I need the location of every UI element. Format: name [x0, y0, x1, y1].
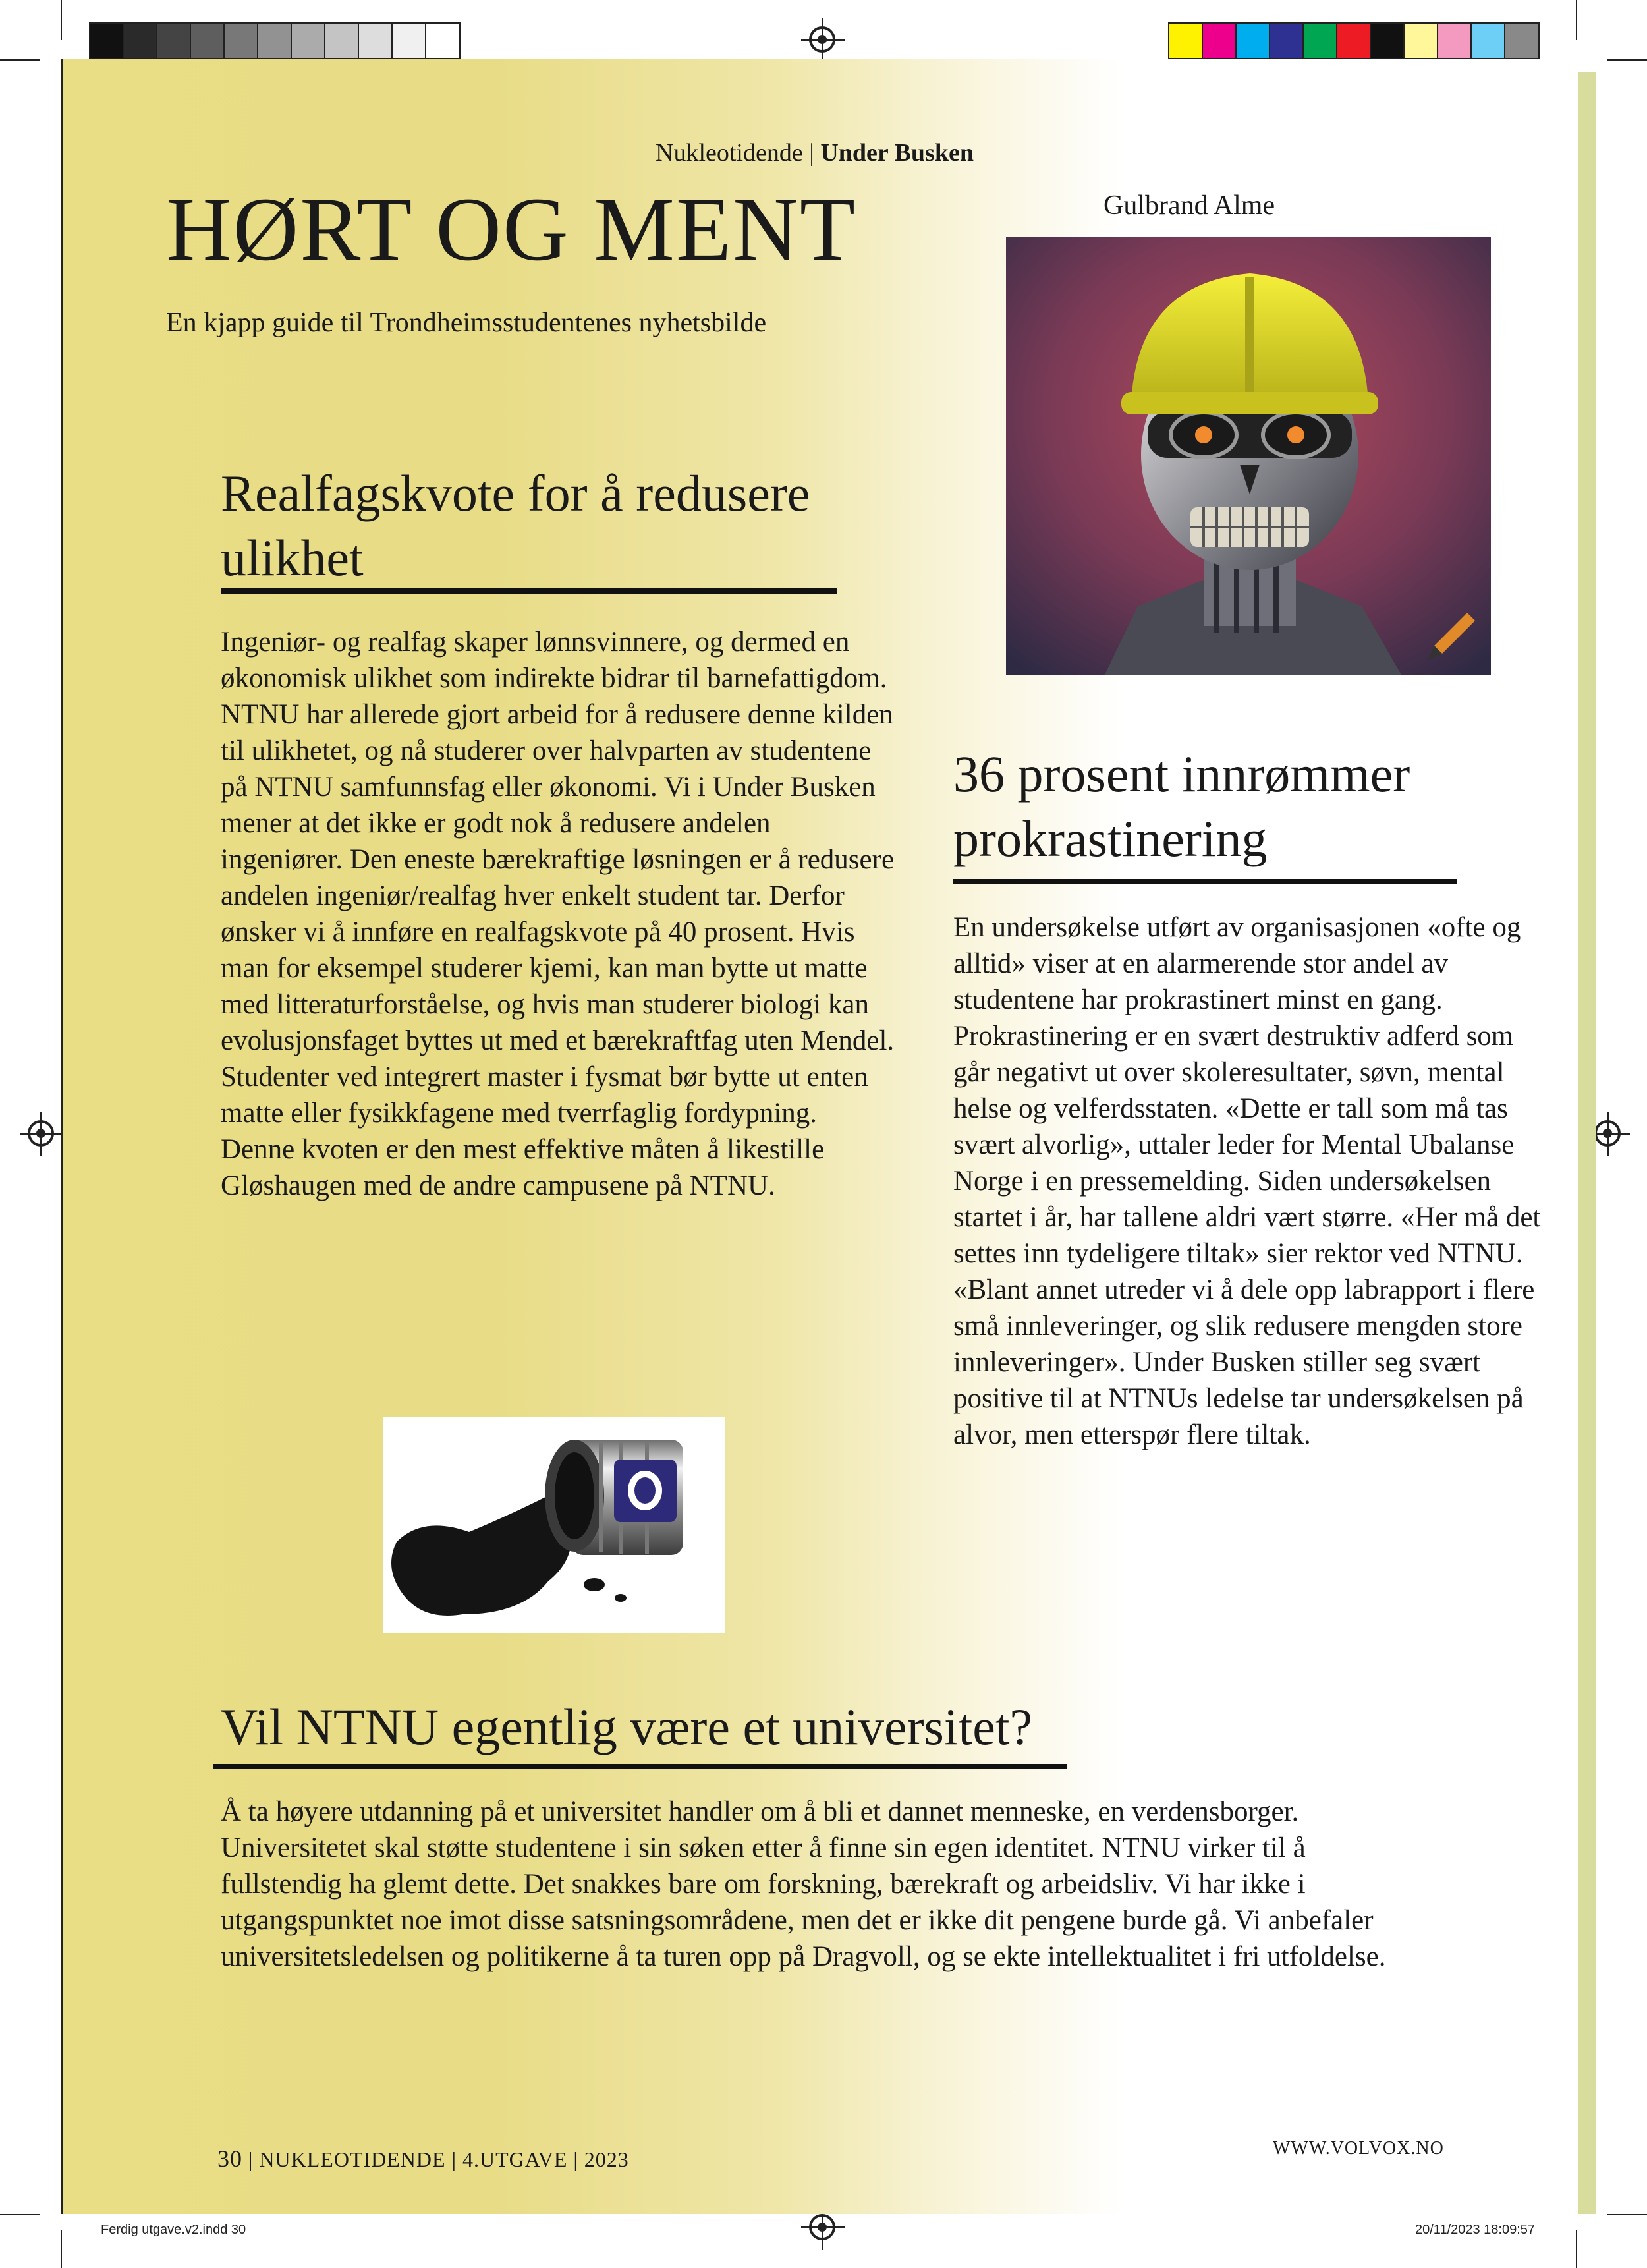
- article-body: Å ta høyere utdanning på et universitet handler om å bli et dannet menneske, en verdensborger. Universitetet skal støtte studentene i sin søken etter å finne sin egen identitet. NTNU virker til å fullstendig ha glemt dette. Det snakkes bare om forskning, bærekraft og arbeidsliv. Vi har ikke i utgangspunktet noe imot disse satsningsområdene, men det er ikke dit pengene burde gå. Vi anbefaler universitetsledelsen og politikerne å ta turen opp på Dragvoll, og se ekte intellektualitet i fri utfoldelse.: [221, 1796, 1386, 1972]
- process-color-bar: [1168, 22, 1540, 59]
- color-swatch: [1472, 24, 1505, 58]
- gray-swatch: [225, 24, 258, 58]
- color-swatch: [1304, 24, 1337, 58]
- gray-swatch: [258, 24, 292, 58]
- registration-mark-top: [809, 26, 835, 53]
- article-body: Ingeniør- og realfag skaper lønnsvinnere, og dermed en økonomisk ulikhet som indirekte bidrar til barnefattigdom. NTNU har allerede gjort arbeid for å redusere denne kilden til ulikhetet, og nå studerer over halvparten av studentene på NTNU samfunnsfag eller økonomi. Vi i Under Busken mener at det ikke er godt nok å redusere andelen ingeniører. Den eneste bærekraftige løsningen er å redusere andelen ingeniør/realfag hver enkelt student tar. Derfor ønsker vi å innføre en realfagskvote på 40 prosent. Hvis man for eksempel studerer kjemi, kan man bytte ut matte med litteraturforståelse, og hvis man studerer biologi kan evolusjonsfaget byttes ut med et bærekraftfag uten Mendel. Studenter ved integrert master i fysmat bør bytte ut enten matte eller fysikkfagene med tverrfaglig fordypning. Denne kvoten er den mest effektive måten å likestille Gløshaugen med de andre campusene på NTNU.: [221, 627, 895, 1201]
- gray-swatch: [359, 24, 393, 58]
- color-swatch: [1438, 24, 1472, 58]
- gray-swatch: [292, 24, 325, 58]
- headline-underline: [213, 1764, 1067, 1769]
- article-headline: Realfagskvote for å redusere ulikhet: [221, 465, 810, 586]
- kicker-publication: Nukleotidende: [656, 139, 803, 167]
- color-swatch: [1203, 24, 1237, 58]
- section-kicker: Nukleotidende | Under Busken: [656, 139, 974, 167]
- registration-mark-right: [1594, 1120, 1621, 1147]
- grayscale-color-bar: [89, 22, 461, 59]
- crop-mark: [1607, 2214, 1647, 2215]
- color-swatch: [1237, 24, 1270, 58]
- gray-swatch: [124, 24, 157, 58]
- page-edge: [1576, 72, 1596, 2214]
- headline-underline: [953, 879, 1457, 884]
- registration-mark-bottom: [809, 2214, 835, 2240]
- gray-swatch: [90, 24, 124, 58]
- gray-swatch: [325, 24, 359, 58]
- color-swatch: [1371, 24, 1405, 58]
- crop-mark: [1576, 2230, 1577, 2268]
- gray-swatch: [191, 24, 225, 58]
- color-swatch: [1337, 24, 1371, 58]
- page-footer: 30 | NUKLEOTIDENDE | 4.UTGAVE | 2023: [217, 2145, 629, 2172]
- article-headline: 36 prosent innrømmer prokrastinering: [953, 745, 1410, 867]
- author-byline: Gulbrand Alme: [1103, 190, 1275, 221]
- headline-underline: [221, 588, 837, 594]
- article-headline: Vil NTNU egentlig være et universitet?: [221, 1698, 1033, 1755]
- footer-publication: NUKLEOTIDENDE: [259, 2147, 446, 2171]
- slug-timestamp: 20/11/2023 18:09:57: [1415, 2223, 1536, 2237]
- crop-mark: [61, 0, 62, 40]
- slug-filename: Ferdig utgave.v2.indd 30: [101, 2223, 246, 2237]
- gray-swatch: [393, 24, 426, 58]
- page-number: 30: [217, 2145, 242, 2172]
- footer-year: 2023: [584, 2147, 629, 2171]
- page-subtitle: En kjapp guide til Trondheimsstudentenes nyhetsbilde: [166, 308, 767, 338]
- kicker-section: Under Busken: [820, 139, 974, 167]
- crop-mark: [61, 2230, 62, 2268]
- robot-skull-hardhat-image: [1006, 237, 1491, 675]
- color-swatch: [1270, 24, 1304, 58]
- crop-mark: [1576, 0, 1577, 40]
- footer-website: WWW.VOLVOX.NO: [1273, 2138, 1444, 2159]
- crop-mark: [1607, 59, 1647, 61]
- color-swatch: [1505, 24, 1539, 58]
- gray-swatch: [426, 24, 460, 58]
- color-swatch: [1405, 24, 1438, 58]
- gray-swatch: [157, 24, 191, 58]
- footer-issue: 4.UTGAVE: [462, 2147, 568, 2171]
- color-swatch: [1169, 24, 1203, 58]
- article-body: En undersøkelse utført av organisasjonen «ofte og alltid» viser at en alarmerende stor andel av studentene har prokrastinert minst en gang. Prokrastinering er en svært destruktiv adferd som går negativt ut over skoleresultater, søvn, mental helse og velferdsstaten. «Dette er tall som må tas svært alvorlig», uttaler leder for Mental Ubalanse Norge i en pressemelding. Siden undersøkelsen startet i år, har tallene aldri vært større. «Her må det settes inn tydeligere tiltak» sier rektor ved NTNU. «Blant annet utreder vi å dele opp labrapport i flere små innleveringer, og slik redusere mengden store innleveringer». Under Busken stiller seg svært positive til at NTNUs ledelse tar undersøkelsen på alvor, men etterspør flere tiltak.: [953, 912, 1541, 1450]
- page-title: HØRT OG MENT: [166, 179, 857, 279]
- registration-mark-left: [28, 1120, 54, 1147]
- crop-mark: [0, 59, 40, 61]
- spilled-oil-barrel-image: [383, 1417, 725, 1633]
- crop-mark: [0, 2214, 40, 2215]
